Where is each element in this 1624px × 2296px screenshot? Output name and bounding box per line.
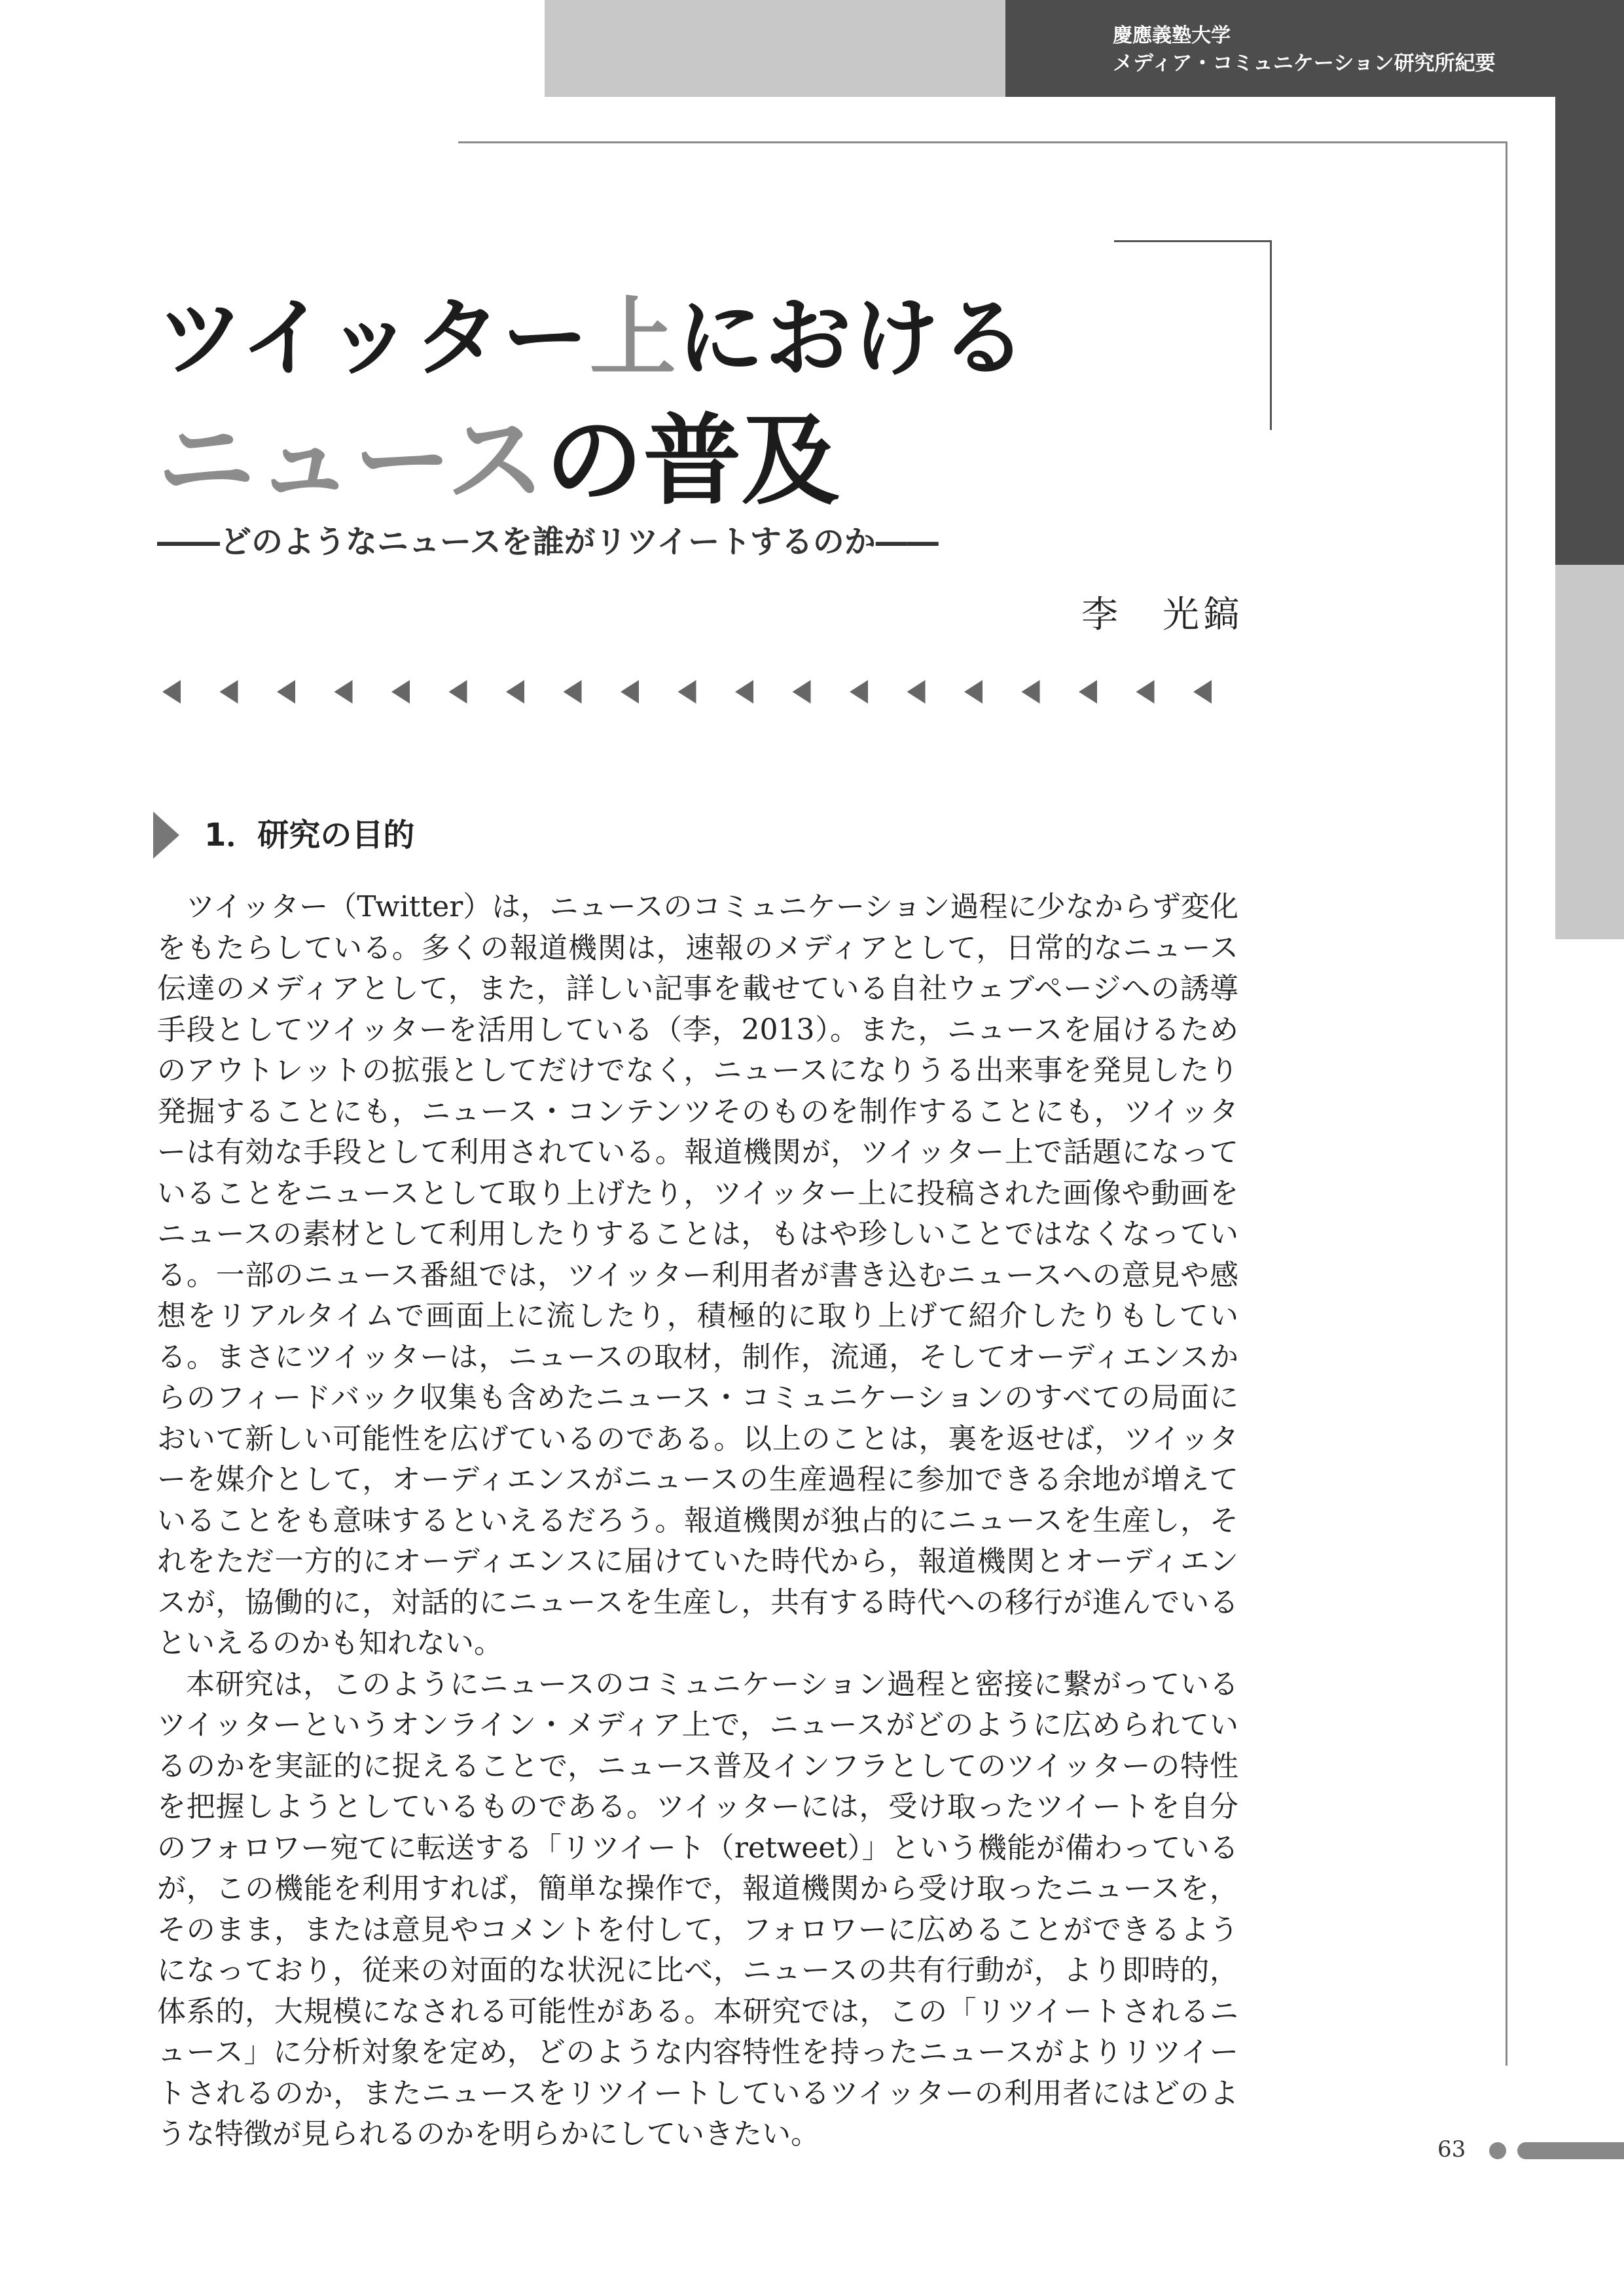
author-name: 李 光鎬 [1081, 594, 1244, 636]
paragraph-1: ツイッター（Twitter）は，ニュースのコミュニケーション過程に少なからず変化をもたらしている。多くの報道機関は，速報のメディアとして，日常的なニュース伝達のメディアとして，また，詳しい記事を載せている自社ウェブページへの誘導手段としてツイッターを活用している（李，2013）。また，ニュースを届けるためのアウトレットの拡張としてだけでなく，ニュースになりうる出来事を発見したり発掘することにも，ニュース・コンテンツそのものを制作することにも，ツイッターは有効な手段として利用されている。報道機関が，ツイッター上で話題になっていることをニュースとして取り上げたり，ツイッター上に投稿された画像や動画をニュースの素材として利用したりすることは，もはや珍しいことではなくなっている。一部のニュース番組では，ツイッター利用者が書き込むニュースへの意見や感想をリアルタイムで画面上に流したり，積極的に取り上げて紹介したりもしている。まさにツイッターは，ニュースの取材，制作，流通，そしてオーディエンスからのフィードバック収集も含めたニュース・コミュニケーションのすべての局面において新しい可能性を広げているのである。以上のことは，裏を返せば，ツイッターを媒介として，オーディエンスがニュースの生産過程に参加できる余地が増えていることをも意味するといえるだろう。報道機関が独占的にニュースを生産し，それをただ一方的にオーディエンスに届けていた時代から，報道機関とオーディエンスが，協働的に，対話的にニュースを生産し，共有する時代への移行が進んでいるといえるのかも知れない。 [157, 890, 1238, 1660]
footer-dot [1489, 2142, 1506, 2159]
triangle-ornament-icon [449, 680, 467, 704]
triangle-ornament-icon [907, 680, 926, 704]
section-arrow-icon [153, 812, 179, 859]
journal-university: 慶應義塾大学 [1113, 24, 1231, 47]
title-line-2-b: の普及 [545, 404, 840, 518]
title-line-1-a: ツイッター [157, 288, 590, 389]
triangle-ornament-icon [1079, 680, 1097, 704]
triangle-ornament-icon [793, 680, 811, 704]
title-line-1-b: における [677, 288, 1028, 389]
frame-right-rule [1506, 141, 1507, 2066]
triangle-ornament-icon [564, 680, 582, 704]
triangle-ornament-icon [1193, 680, 1212, 704]
header-light-bar [545, 0, 1005, 97]
triangle-ornament-icon [621, 680, 639, 704]
title-line-2 [157, 406, 840, 517]
triangle-ornament-row [157, 675, 1231, 708]
side-tab-light [1555, 565, 1624, 939]
title-box-top-rule [1114, 240, 1271, 242]
triangle-ornament-icon [678, 680, 696, 704]
paragraph-2: 本研究は，このようにニュースのコミュニケーション過程と密接に繋がっているツイッターというオンライン・メディア上で，ニュースがどのように広められているのかを実証的に捉えることで，ニュース普及インフラとしてのツイッターの特性を把握しようとしているものである。ツイッターには，受け取ったツイートを自分のフォロワー宛てに転送する「リツイート（retweet）」という機能が備わっているが，この機能を利用すれば，簡単な操作で，報道機関から受け取ったニュースを，そのまま，または意見やコメントを付して，フォロワーに広めることができるようになっており，従来の対面的な状況に比べ，ニュースの共有行動が，より即時的，体系的，大規模になされる可能性がある。本研究では，この「リツイートされるニュース」に分析対象を定め，どのような内容特性を持ったニュースがよりリツイートされるのか，またニュースをリツイートしているツイッターの利用者にはどのような特徴が見られるのかを明らかにしていきたい。 [157, 1667, 1238, 2151]
triangle-ornament-icon [391, 680, 410, 704]
title-line-1 [157, 289, 1028, 387]
section-heading [204, 812, 414, 859]
frame-top-rule [458, 141, 1507, 143]
title-box-right-rule [1270, 240, 1272, 430]
page-number: 63 [1437, 2136, 1466, 2162]
triangle-ornament-icon [162, 680, 181, 704]
triangle-ornament-icon [277, 680, 295, 704]
title-line-1-highlight: 上 [589, 288, 677, 389]
title-line-2-a: ニュース [157, 404, 545, 518]
triangle-ornament-icon [1136, 680, 1155, 704]
subtitle: ――どのようなニュースを誰がリツイートするのか―― [157, 524, 939, 560]
triangle-ornament-icon [735, 680, 753, 704]
body-text [157, 887, 1238, 2155]
footer-bar [1517, 2142, 1624, 2159]
side-tab-dark [1555, 97, 1624, 565]
section-title: 研究の目的 [257, 817, 415, 853]
section-number: 1． [204, 817, 258, 853]
journal-institute: メディア・コミュニケーション研究所紀要 [1113, 52, 1496, 75]
triangle-ornament-icon [334, 680, 353, 704]
triangle-ornament-icon [850, 680, 868, 704]
triangle-ornament-icon [964, 680, 983, 704]
triangle-ornament-icon [1022, 680, 1040, 704]
triangle-ornament-icon [220, 680, 238, 704]
triangle-ornament-icon [506, 680, 524, 704]
journal-name [1113, 22, 1496, 77]
